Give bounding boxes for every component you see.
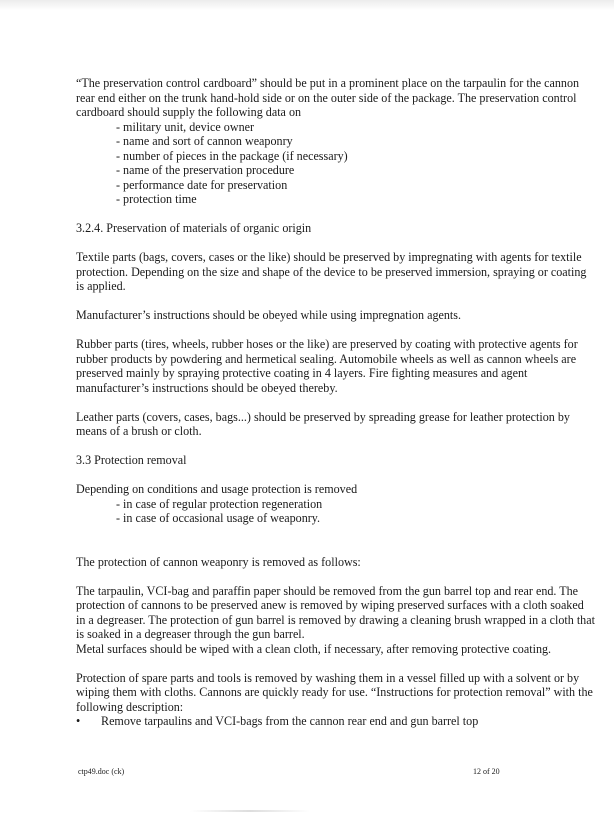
cannon-removal-intro: The protection of cannon weaponry is removed as follows:: [76, 554, 361, 569]
removal-list: [76, 497, 596, 526]
rubber-paragraph: Rubber parts (tires, wheels, rubber hoses or the like) are preserved by coating with protective agents for rubber products by powdering and hermetical sealing. Automobile wheels as well as cannon wheels are preserved mainly by spraying protective coating in 4 layers. Fire fighting measures and agent manufacturer’s instructions should be obeyed thereby.: [76, 337, 578, 395]
removal-intro: Depending on conditions and usage protection is removed: [76, 482, 358, 496]
list-item: - in case of occasional usage of weaponry.: [116, 511, 321, 525]
list-item: - military unit, device owner: [116, 119, 255, 134]
scan-edge-shadow: [0, 0, 614, 10]
section-heading-3-2-4: 3.2.4. Preservation of materials of organic origin: [76, 221, 312, 235]
list-item: - name and sort of cannon weaponry: [116, 134, 293, 148]
section-heading-3-3: 3.3 Protection removal: [76, 453, 187, 467]
spare-parts-paragraph: Protection of spare parts and tools is removed by washing them in a vessel filled up with a solvent or by wiping them with cloths. Cannons are quickly ready for use. “Instructions for protection removal” with the following description:: [76, 670, 593, 714]
bullet-text: Remove tarpaulins and VCI-bags from the cannon rear end and gun barrel top: [101, 714, 479, 728]
bullet-icon: •: [76, 714, 81, 728]
document-page: [76, 76, 596, 729]
list-item: - performance date for preservation: [116, 177, 288, 192]
list-item: - name of the preservation procedure: [116, 163, 295, 177]
footer-page-number: 12 of 20: [473, 767, 500, 776]
cardboard-data-list: [76, 120, 596, 207]
list-item: - number of pieces in the package (if necessary): [116, 148, 348, 163]
metal-paragraph: Metal surfaces should be wiped with a clean cloth, if necessary, after removing protective coating.: [76, 641, 552, 656]
tarpaulin-paragraph: The tarpaulin, VCI-bag and paraffin paper should be removed from the gun barrel top and rear end. The protection of cannons to be preserved anew is removed by wiping preserved surfaces with a cloth soaked in a degreaser. The protection of gun barrel is removed by drawing a cleaning brush wrapped in a cloth that is soaked in a degreaser through the gun barrel.: [76, 583, 595, 641]
scan-smudge: [190, 810, 310, 812]
leather-paragraph: Leather parts (covers, cases, bags...) should be preserved by spreading grease for leather protection by means of a brush or cloth.: [76, 409, 570, 438]
bullet-item: [76, 714, 596, 729]
footer-filename: ctp49.doc (ck): [78, 767, 125, 776]
textile-paragraph: Textile parts (bags, covers, cases or the like) should be preserved by impregnating with agents for textile protection. Depending on the size and shape of the device to be preserved immersion, spraying or coating is applied.: [76, 250, 587, 293]
list-item: - in case of regular protection regeneration: [116, 496, 323, 511]
manufacturer-paragraph: Manufacturer’s instructions should be obeyed while using impregnation agents.: [76, 308, 462, 322]
intro-paragraph: “The preservation control cardboard” should be put in a prominent place on the tarpaulin for the cannon rear end either on the trunk hand-hold side or on the outer side of the package. The preservation control cardboard should supply the following data on: [76, 76, 580, 119]
list-item: - protection time: [116, 192, 197, 206]
